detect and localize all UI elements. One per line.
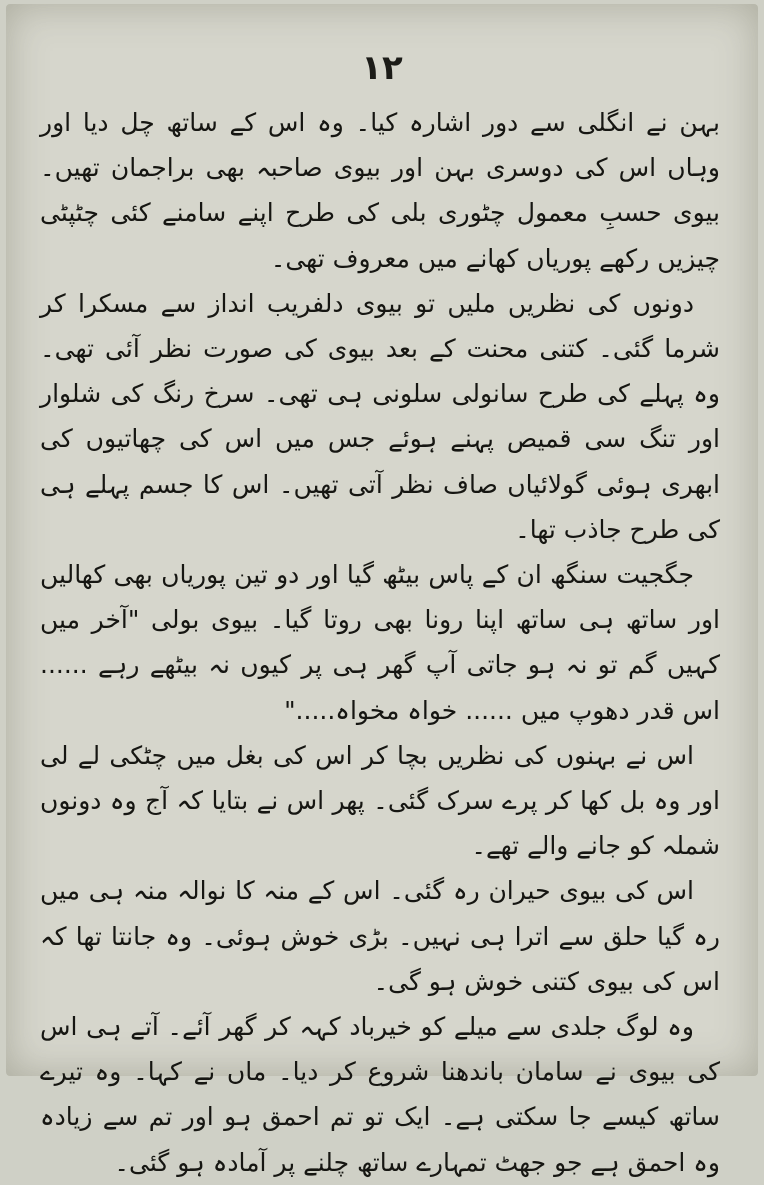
- book-page: [6, 4, 758, 1177]
- paragraph: دونوں کی نظریں ملیں تو بیوی دلفریب انداز سے مسکرا کر شرما گئی۔ کتنی محنت کے بعد بیوی کی صورت نظر آئی تھی۔ وہ پہلے کی طرح سانولی سلونی ہی تھی۔ سرخ رنگ کی شلوار اور تنگ سی قمیص پہنے ہوئے جس میں اس کی چھاتیوں کی ابھری ہوئی گولائیاں صاف نظر آتی تھیں۔ اس کا جسم پہلے ہی کی طرح جاذب تھا۔: [40, 288, 720, 544]
- paragraph: اس کی بیوی حیران رہ گئی۔ اس کے منہ کا نوالہ منہ ہی میں رہ گیا حلق سے اترا ہی نہیں۔ بڑی خوش ہوئی۔ وہ جانتا تھا کہ اس کی بیوی کتنی خوش ہو گی۔: [40, 876, 720, 996]
- paragraph: بہن نے انگلی سے دور اشارہ کیا۔ وہ اس کے ساتھ چل دیا اور وہاں اس کی دوسری بہن اور بیوی صاحبہ بھی براجمان تھیں۔ بیوی حسبِ معمول چٹوری بلی کی طرح اپنے سامنے کئی چٹپٹی چیزیں رکھے پوریاں کھانے میں معروف تھی۔: [40, 108, 720, 273]
- paragraph: جگجیت سنگھ ان کے پاس بیٹھ گیا اور دو تین پوریاں بھی کھالیں اور ساتھ ہی ساتھ اپنا رونا بھی روتا گیا۔ بیوی بولی "آخر میں کہیں گم تو نہ ہو جاتی آپ گھر ہی پر کیوں نہ بیٹھے رہے ...... اس قدر دھوپ میں ...... خواہ مخواہ.....": [40, 560, 720, 725]
- page-number: ۱۲: [361, 48, 403, 88]
- paragraph: اس نے بہنوں کی نظریں بچا کر اس کی بغل میں چٹکی لے لی اور وہ بل کھا کر پرے سرک گئی۔ پھر اس نے بتایا کہ آج وہ دونوں شملہ کو جانے والے تھے۔: [40, 740, 720, 861]
- page-text: [40, 100, 720, 1185]
- paragraph: وہ لوگ جلدی سے میلے کو خیرباد کہہ کر گھر آئے۔ آتے ہی اس کی بیوی نے سامان باندھنا شروع کر دیا۔ ماں نے کہا۔ وہ تیرے ساتھ کیسے جا سکتی ہے۔ ایک تو تم احمق ہو اور تم سے زیادہ وہ احمق ہے جو جھٹ تمہارے ساتھ چلنے پر آمادہ ہو گئی۔: [40, 1012, 720, 1177]
